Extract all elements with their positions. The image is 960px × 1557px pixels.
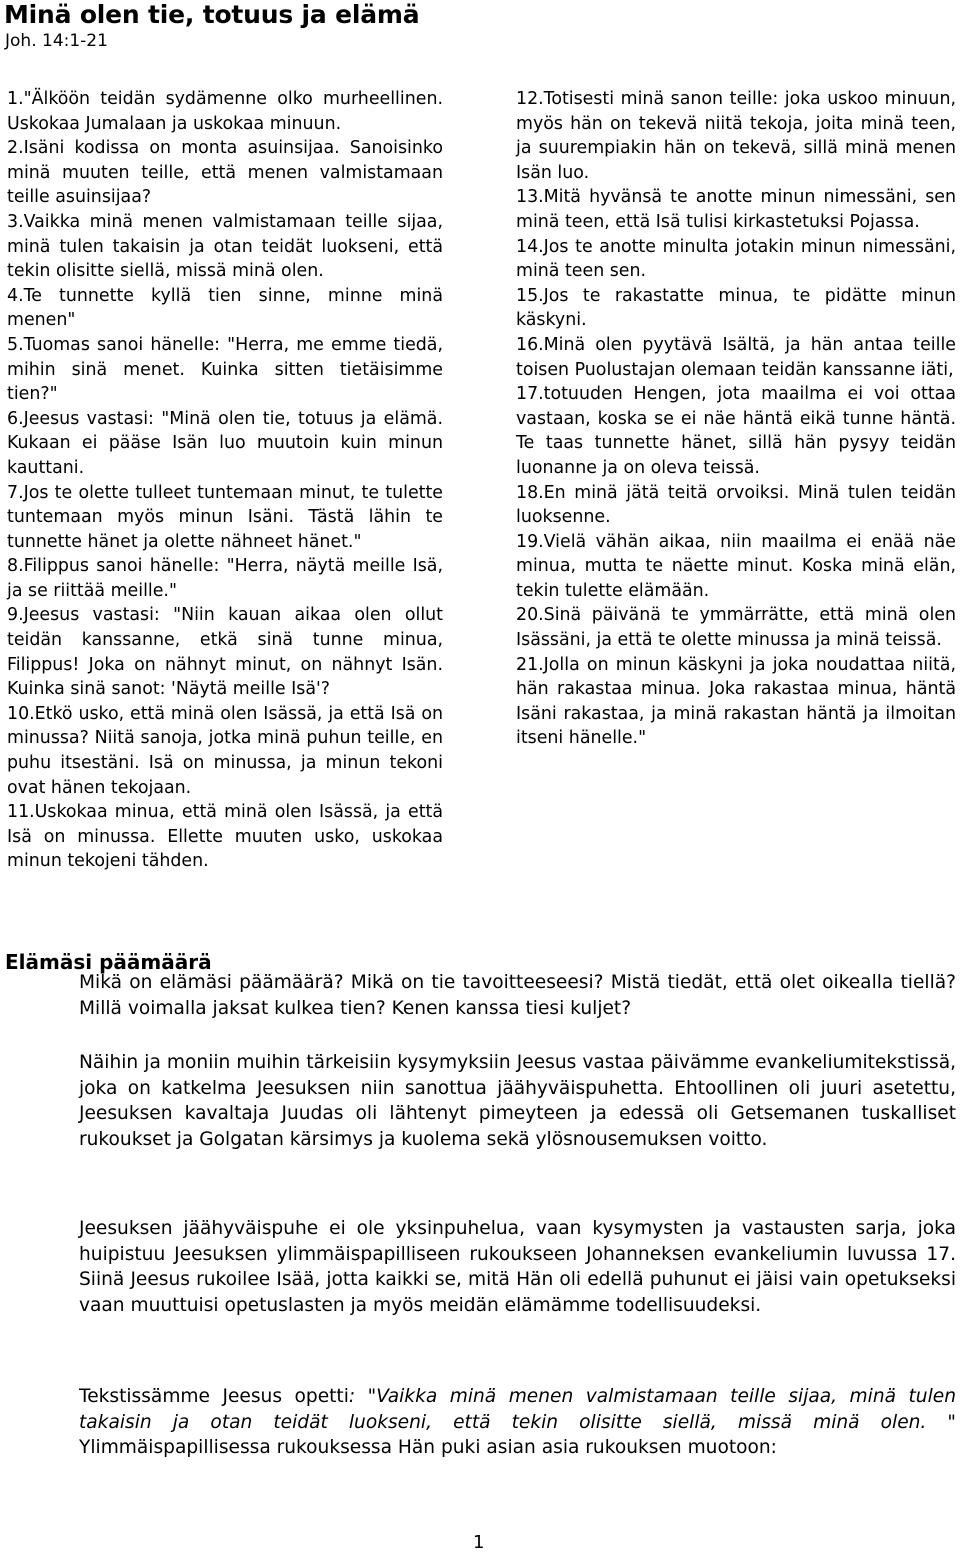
paragraph-farewell: Jeesuksen jäähyväispuhe ei ole yksinpuhelua, vaan kysymysten ja vastausten sarja, joka huipistuu Jeesuksen ylimmäispapilliseen rukoukseen Johanneksen evankeliumin luvussa 17. Siinä Jeesus rukoilee Isää, jotta kaikki se, mitä Hän oli edellä puhunut ei jäisi vain opetukseksi vaan muuttuisi opetuslasten ja myös meidän elämämme todellisuudeksi.: [79, 1218, 956, 1316]
verse-11: 11.Uskokaa minua, että minä olen Isässä, ja että Isä on minussa. Ellette muuten usko, uskokaa minun tekojeni tähden.: [7, 802, 443, 872]
scripture-reference: Joh. 14:1-21: [5, 31, 108, 51]
verse-9: 9.Jeesus vastasi: "Niin kauan aikaa olen ollut teidän kanssanne, etkä sinä tunne minua, Filippus! Joka on nähnyt minut, on nähnyt Isän. Kuinka sinä sanot: 'Näytä meille Isä'?: [7, 605, 443, 700]
paragraph-quote: [79, 1384, 956, 1461]
section-heading: Elämäsi päämäärä: [5, 950, 212, 974]
verse-14: 14.Jos te anotte minulta jotakin minun nimessäni, minä teen sen.: [516, 236, 956, 282]
verse-13: 13.Mitä hyvänsä te anotte minun nimessäni, sen minä teen, että Isä tulisi kirkastetuksi Pojassa.: [516, 187, 956, 232]
verse-6: 6.Jeesus vastasi: "Minä olen tie, totuus ja elämä. Kukaan ei pääse Isän luo muutoin kuin minun kauttani.: [7, 408, 443, 478]
verses-right-column: [516, 87, 956, 751]
verse-8: 8.Filippus sanoi hänelle: "Herra, näytä meille Isä, ja se riittää meille.": [7, 556, 443, 601]
verse-1: 1."Älköön teidän sydämenne olko murheellinen. Uskokaa Jumalaan ja uskokaa minuun.: [7, 89, 443, 134]
page-number: 1: [473, 1532, 485, 1553]
quote-text: "Vaikka minä menen valmistamaan teille sijaa, minä tulen takaisin ja otan teidät luokseni, että tekin olisitte siellä, missä minä olen. ": [79, 1386, 956, 1433]
verse-16: 16.Minä olen pyytävä Isältä, ja hän antaa teille toisen Puolustajan olemaan teidän kanssanne iäti,: [516, 334, 956, 380]
verse-21: 21.Jolla on minun käskyni ja joka noudattaa niitä, hän rakastaa minua. Joka rakastaa minua, häntä Isäni rakastaa, ja minä rakastan häntä ja ilmoitan itseni hänelle.": [516, 654, 956, 749]
verse-20: 20.Sinä päivänä te ymmärrätte, että minä olen Isässäni, ja että te olette minussa ja minä teissä.: [516, 605, 956, 651]
quote-intro: Tekstissämme Jeesus opetti: [79, 1386, 349, 1407]
verse-3: 3.Vaikka minä menen valmistamaan teille sijaa, minä tulen takaisin ja otan teidät luokseni, että tekin olisitte siellä, missä minä olen.: [7, 211, 443, 282]
verse-4: 4.Te tunnette kyllä tien sinne, minne minä menen": [7, 285, 443, 331]
paragraph-questions: Mikä on elämäsi päämäärä? Mikä on tie tavoitteeseesi? Mistä tiedät, että olet oikealla tiellä? Millä voimalla jaksat kulkea tien? Kenen kanssa tiesi kuljet?: [79, 972, 956, 1019]
verse-2: 2.Isäni kodissa on monta asuinsijaa. Sanoisinko minä muuten teille, että menen valmistamaan teille asuinsijaa?: [7, 138, 443, 208]
quote-outro: Ylimmäispapillisessa rukouksessa Hän puki asian asia rukouksen muotoon:: [79, 1437, 777, 1459]
verse-19: 19.Vielä vähän aikaa, niin maailma ei enää näe minua, mutta te näette minut. Koska minä elän, tekin tulette elämään.: [516, 531, 956, 601]
paragraph-context: Näihin ja moniin muihin tärkeisiin kysymyksiin Jeesus vastaa päivämme evankeliumitekstissä, joka on katkelma Jeesuksen niin sanottua jäähyväispuhetta. Ehtoollinen oli juuri asetettu, Jeesuksen kavaltaja Juudas oli lähtenyt pimeyteen ja edessä oli Getsemanen tuskalliset rukoukset ja Golgatan kärsimys ja kuolema sekä ylösnousemuksen voitto.: [79, 1052, 956, 1150]
verses-left-column: [7, 87, 443, 874]
verse-7: 7.Jos te olette tulleet tuntemaan minut, te tulette tuntemaan myös minun Isäni. Tästä lähin te tunnette hänet ja olette nähneet hänet.": [7, 482, 443, 552]
verse-17: 17.totuuden Hengen, jota maailma ei voi ottaa vastaan, koska se ei näe häntä eikä tunne häntä. Te taas tunnette hänet, sillä hän pysyy teidän luonanne ja on oleva teissä.: [516, 384, 956, 478]
verse-12: 12.Totisesti minä sanon teille: joka uskoo minuun, myös hän on tekevä niitä tekoja, joita minä teen, ja suurempiakin hän on tekevä, sillä minä menen Isän luo.: [516, 89, 956, 183]
verse-18: 18.En minä jätä teitä orvoiksi. Minä tulen teidän luoksenne.: [516, 482, 956, 528]
page-title: Minä olen tie, totuus ja elämä: [4, 0, 420, 29]
verse-5: 5.Tuomas sanoi hänelle: "Herra, me emme tiedä, mihin sinä menet. Kuinka sitten tietäisimme tien?": [7, 334, 443, 405]
verse-10: 10.Etkö usko, että minä olen Isässä, ja että Isä on minussa? Niitä sanoja, jotka minä puhun teille, en puhu itsestäni. Isä on minussa, ja minun tekoni ovat hänen tekojaan.: [7, 703, 443, 798]
quote-colon: :: [348, 1386, 356, 1407]
verse-15: 15.Jos te rakastatte minua, te pidätte minun käskyni.: [516, 285, 956, 331]
